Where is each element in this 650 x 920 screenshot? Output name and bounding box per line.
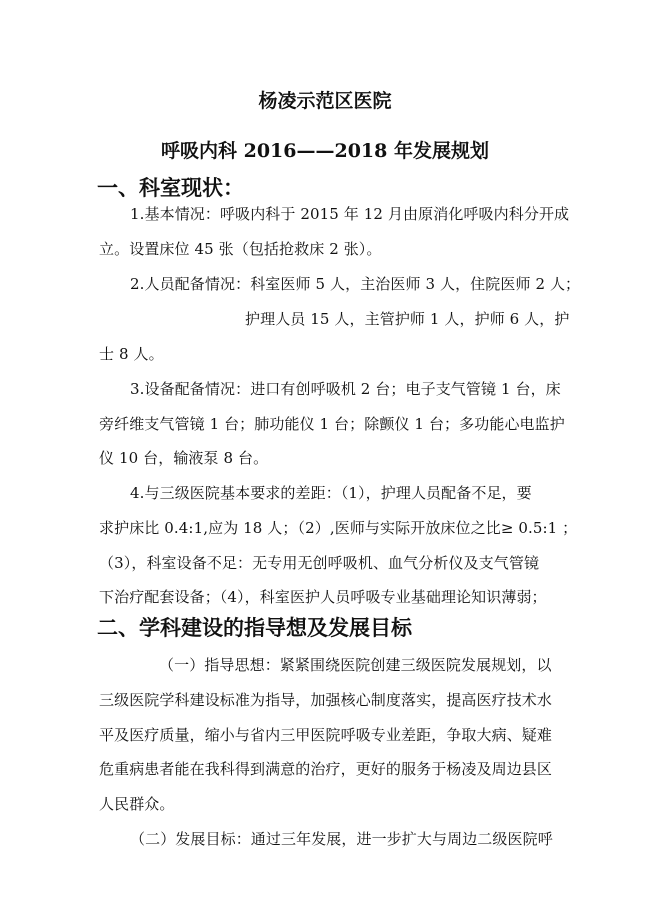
paragraph-line: （一）指导思想：紧紧围绕医院创建三级医院发展规划，以 [159,656,552,674]
paragraph-line: 立。设置床位 45 张（包括抢救床 2 张）。 [99,240,382,258]
section-heading-guidance: 二、学科建设的指导想及发展目标 [97,616,412,640]
paragraph-line: 平及医疗质量，缩小与省内三甲医院呼吸专业差距，争取大病、疑难 [99,726,553,744]
paragraph-line: 求护床比 0.4:1,应为 18 人；（2）,医师与实际开放床位之比≥ 0.5:1 ； [99,519,578,537]
paragraph-line: 1.基本情况：呼吸内科于 2015 年 12 月由原消化呼吸内科分开成 [130,205,570,223]
paragraph-line: 士 8 人。 [99,345,164,363]
plan-subtitle: 呼吸内科 2016——2018 年发展规划 [161,140,489,162]
paragraph-line: 人民群众。 [99,795,175,813]
paragraph-line: 危重病患者能在我科得到满意的治疗，更好的服务于杨凌及周边县区 [99,760,553,778]
paragraph-line: 仪 10 台，输液泵 8 台。 [99,449,269,467]
paragraph-line: 三级医院学科建设标准为指导，加强核心制度落实，提高医疗技术水 [99,691,553,709]
paragraph-line: 护理人员 15 人，主管护师 1 人，护师 6 人，护 [245,310,570,328]
hospital-title: 杨凌示范区医院 [258,90,392,112]
paragraph-line: 4.与三级医院基本要求的差距：（1），护理人员配备不足，要 [130,484,532,502]
paragraph-line: 下治疗配套设备；（4），科室医护人员呼吸专业基础理论知识薄弱； [99,588,547,606]
paragraph-line: 2.人员配备情况：科室医师 5 人，主治医师 3 人，住院医师 2 人； [130,275,581,293]
paragraph-line: （3），科室设备不足：无专用无创呼吸机、血气分析仪及支气管镜 [99,554,540,572]
paragraph-line: 3.设备配备情况：进口有创呼吸机 2 台；电子支气管镜 1 台，床 [130,380,561,398]
section-heading-status: 一、科室现状： [97,176,244,200]
paragraph-line: 旁纤维支气管镜 1 台；肺功能仪 1 台；除颤仪 1 台；多功能心电监护 [99,415,565,433]
paragraph-line: （二）发展目标：通过三年发展，进一步扩大与周边二级医院呼 [130,830,553,848]
